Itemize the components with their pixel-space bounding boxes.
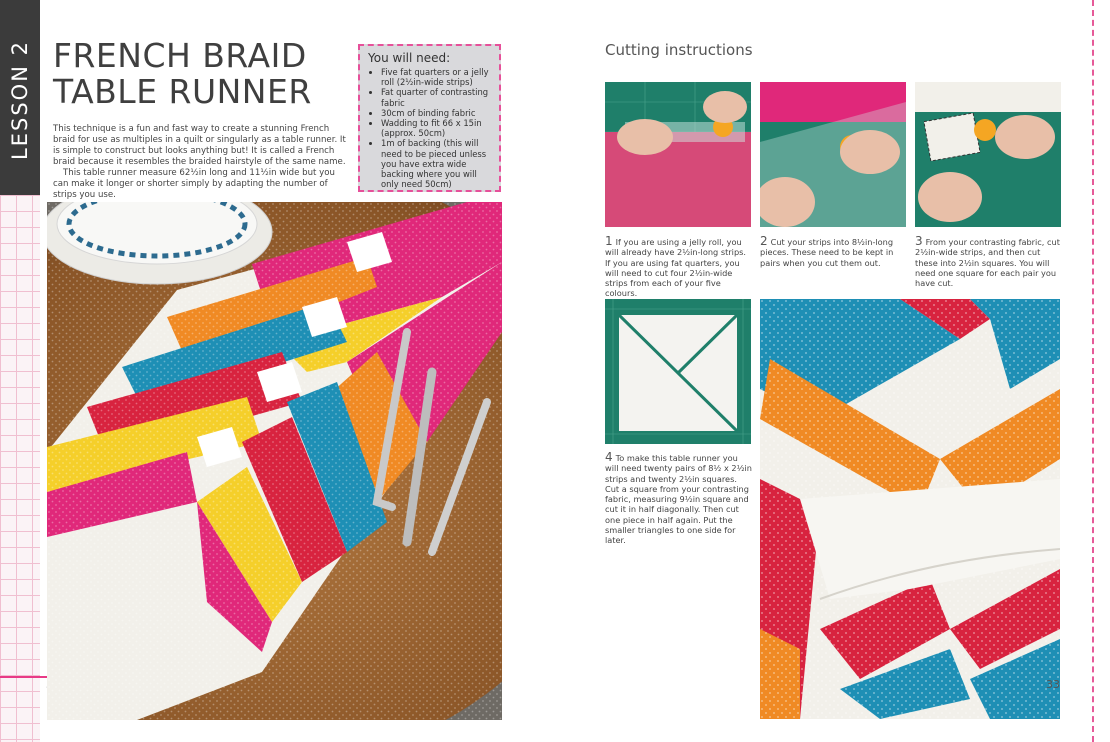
step-description: To make this table runner you will need twenty pairs of 8½ x 2½in strips and twenty 2½in squares. Cut a square from your contrasting fabric, measuring 9½in square and cut it in half diagonally. Then cut one piece in half again. Put the smaller triangles to one side for later.	[605, 453, 752, 546]
step-description: From your contrasting fabric, cut 2½in-wide strips, and then cut these into 2½in squares. You will need one square for each pair you have cut.	[915, 237, 1060, 289]
step-1-text	[605, 236, 753, 299]
step-description: If you are using a jelly roll, you will already have 2½in-long strips. If you are using fat quarters, you will need to cut four 2½in-wide strips from each of your five colours.	[605, 237, 747, 299]
title-line-2: TABLE RUNNER	[53, 72, 312, 111]
materials-title: You will need:	[368, 51, 451, 65]
lesson-label: LESSON 2	[8, 40, 32, 160]
page-number-right: 33	[1046, 678, 1060, 691]
title-line-1: FRENCH BRAID	[53, 36, 307, 75]
materials-list	[368, 67, 491, 189]
step-number: 4	[605, 450, 613, 464]
materials-item: • 30cm of binding fabric	[381, 108, 491, 118]
page-title	[53, 38, 343, 110]
intro-paragraph-1: This technique is a fun and fast way to create a stunning French braid for use as multiples in a quilt or singularly as a table runner. It is simple to construct but looks anything but! It is called a French braid because it resembles the braided hairstyle of the same name.	[53, 124, 346, 167]
step-1-photo	[605, 82, 751, 227]
section-heading: Cutting instructions	[605, 41, 753, 59]
step-2-photo	[760, 82, 906, 227]
materials-item: • Fat quarter of contrasting fabric	[381, 87, 491, 107]
step-3-text	[915, 236, 1063, 288]
step-4-photo	[605, 299, 751, 444]
table-runner-photo	[47, 202, 502, 720]
step-4-text	[605, 452, 753, 546]
step-2-text	[760, 236, 908, 268]
materials-item: • Five fat quarters or a jelly roll (2½in-wide strips)	[381, 67, 491, 87]
graph-paper-margin	[0, 195, 40, 742]
stitch-border	[1092, 0, 1094, 742]
step-number: 1	[605, 234, 613, 248]
step-number: 3	[915, 234, 923, 248]
materials-item: • Wadding to fit 66 x 15in (approx. 50cm)	[381, 118, 491, 138]
intro-paragraph-2: This table runner measure 62½in long and 11½in wide but you can make it longer or shorter simply by adapting the number of strips you use.	[53, 168, 335, 200]
step-number: 2	[760, 234, 768, 248]
braid-closeup-photo	[760, 299, 1060, 719]
step-3-photo	[915, 82, 1061, 227]
materials-item: • 1m of backing (this will need to be pieced unless you have extra wide backing where you will only need 50cm)	[381, 138, 491, 189]
materials-box	[358, 44, 501, 192]
intro-text	[53, 124, 353, 201]
step-description: Cut your strips into 8½in-long pieces. These need to be kept in pairs when you cut them out.	[760, 237, 894, 268]
